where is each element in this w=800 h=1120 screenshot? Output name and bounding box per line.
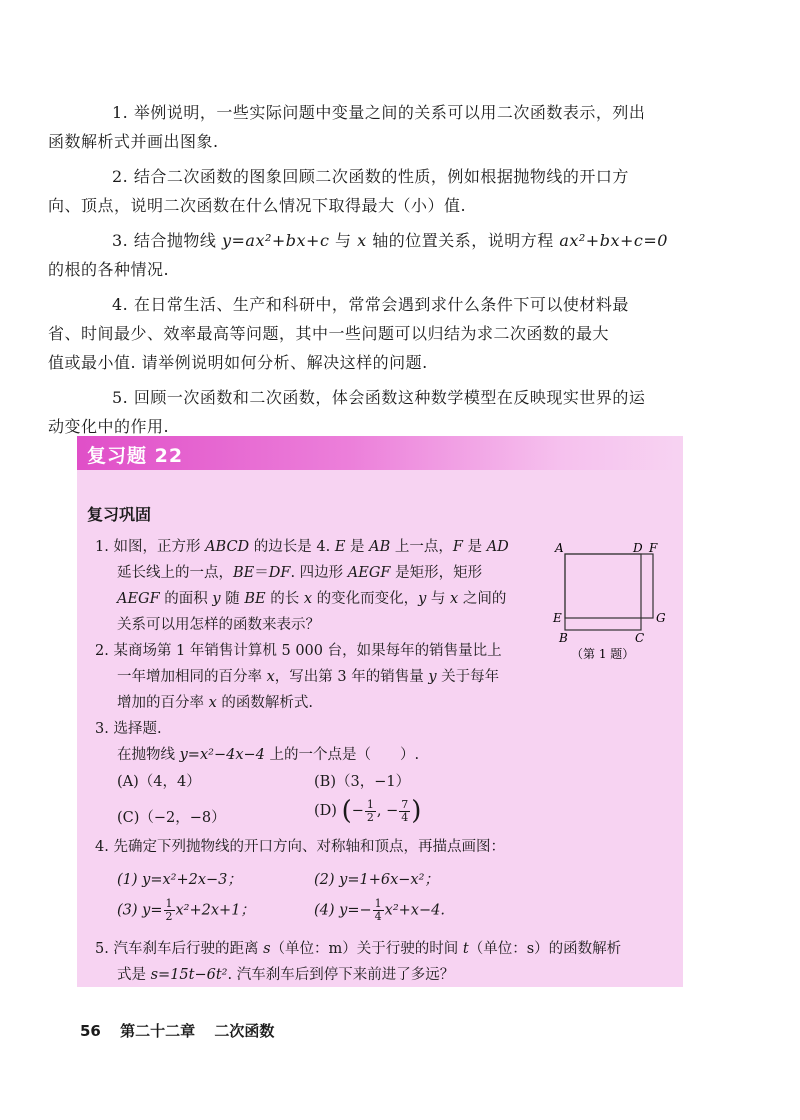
page-footer [80, 1020, 288, 1041]
section-title: 复习巩固 [87, 505, 152, 524]
label-c: C [635, 631, 645, 645]
rectangle-aegf [565, 554, 653, 618]
question-4-part-3: (3) y= $\frac{1}{2}$ x²+2x+1； [117, 897, 255, 923]
label-f: F [649, 541, 658, 555]
chapter-title: 二次函数 [214, 1022, 275, 1040]
review-point-3: 3. 结合抛物线 y=ax²+bx+c 与 x 轴的位置关系，说明方程 ax²+bx+c=0 的根的各种情况. [48, 231, 668, 279]
question-1: 1. 如图，正方形 ABCD 的边长是 4. E 是 AB 上一点，F 是 AD 延长线上的一点，BE＝DF. 四边形 AEGF 是矩形，矩形 AEGF 的面积 y 随 BE 的长 x 的变化而变化，y 与 x 之间的 关系可以用怎样的函数来表示？ [95, 539, 509, 633]
question-4-part-4: (4) y=− $\frac{1}{4}$ x²+x−4. [314, 897, 445, 923]
option-d: (D) (− $\frac{1}{2}$ , − $\frac{7}{4}$ ) [314, 796, 422, 826]
exercise-panel [77, 436, 683, 987]
figure-caption: （第 1 题） [571, 647, 635, 661]
review-point-2: 2. 结合二次函数的图象回顾二次函数的性质，例如根据抛物线的开口方 向、顶点，说明二次函数在什么情况下取得最大（小）值. [48, 167, 629, 215]
review-point-4: 4. 在日常生活、生产和科研中，常常会遇到求什么条件下可以使材料最 省、时间最少、效率最高等问题，其中一些问题可以归结为求二次函数的最大 值或最小值. 请举例说明如何分析、解决这样的问题. [48, 295, 629, 372]
question-4-part-2: (2) y=1+6x−x²； [314, 872, 439, 888]
label-b: B [559, 631, 568, 645]
review-point-5: 5. 回顾一次函数和二次函数，体会函数这种数学模型在反映现实世界的运 动变化中的作用. [48, 388, 646, 436]
option-b: (B)（3，−1） [314, 774, 411, 790]
square-figure [553, 541, 675, 664]
question-5: 5. 汽车刹车后行驶的距离 s（单位：m）关于行驶的时间 t（单位：s）的函数解析 式是 s=15t−6t². 汽车刹车后到停下来前进了多远？ [95, 941, 622, 983]
option-c: (C)（−2，−8） [117, 810, 226, 826]
question-3: 3. 选择题. 在抛物线 y=x²−4x−4 上的一个点是（ ）. [95, 721, 420, 763]
label-d: D [633, 541, 643, 555]
label-a: A [555, 541, 564, 555]
label-e: E [553, 611, 562, 625]
question-4: 4. 先确定下列抛物线的开口方向、对称轴和顶点，再描点画图： [95, 839, 505, 855]
question-4-part-1: (1) y=x²+2x−3； [117, 872, 242, 888]
page-number: 56 [80, 1022, 101, 1040]
review-point-1: 1. 举例说明，一些实际问题中变量之间的关系可以用二次函数表示，列出 函数解析式并画出图象. [48, 103, 646, 151]
label-g: G [656, 611, 666, 625]
option-a: (A)（4，4） [117, 774, 201, 790]
panel-title: 复习题 22 [87, 445, 184, 467]
question-2: 2. 某商场第 1 年销售计算机 5 000 台，如果每年的销售量比上 一年增加相同的百分率 x，写出第 3 年的销售量 y 关于每年 增加的百分率 x 的函数解析式. [95, 643, 502, 711]
review-points [48, 98, 700, 447]
panel-header [77, 436, 683, 470]
chapter-label: 第二十二章 [120, 1022, 196, 1040]
